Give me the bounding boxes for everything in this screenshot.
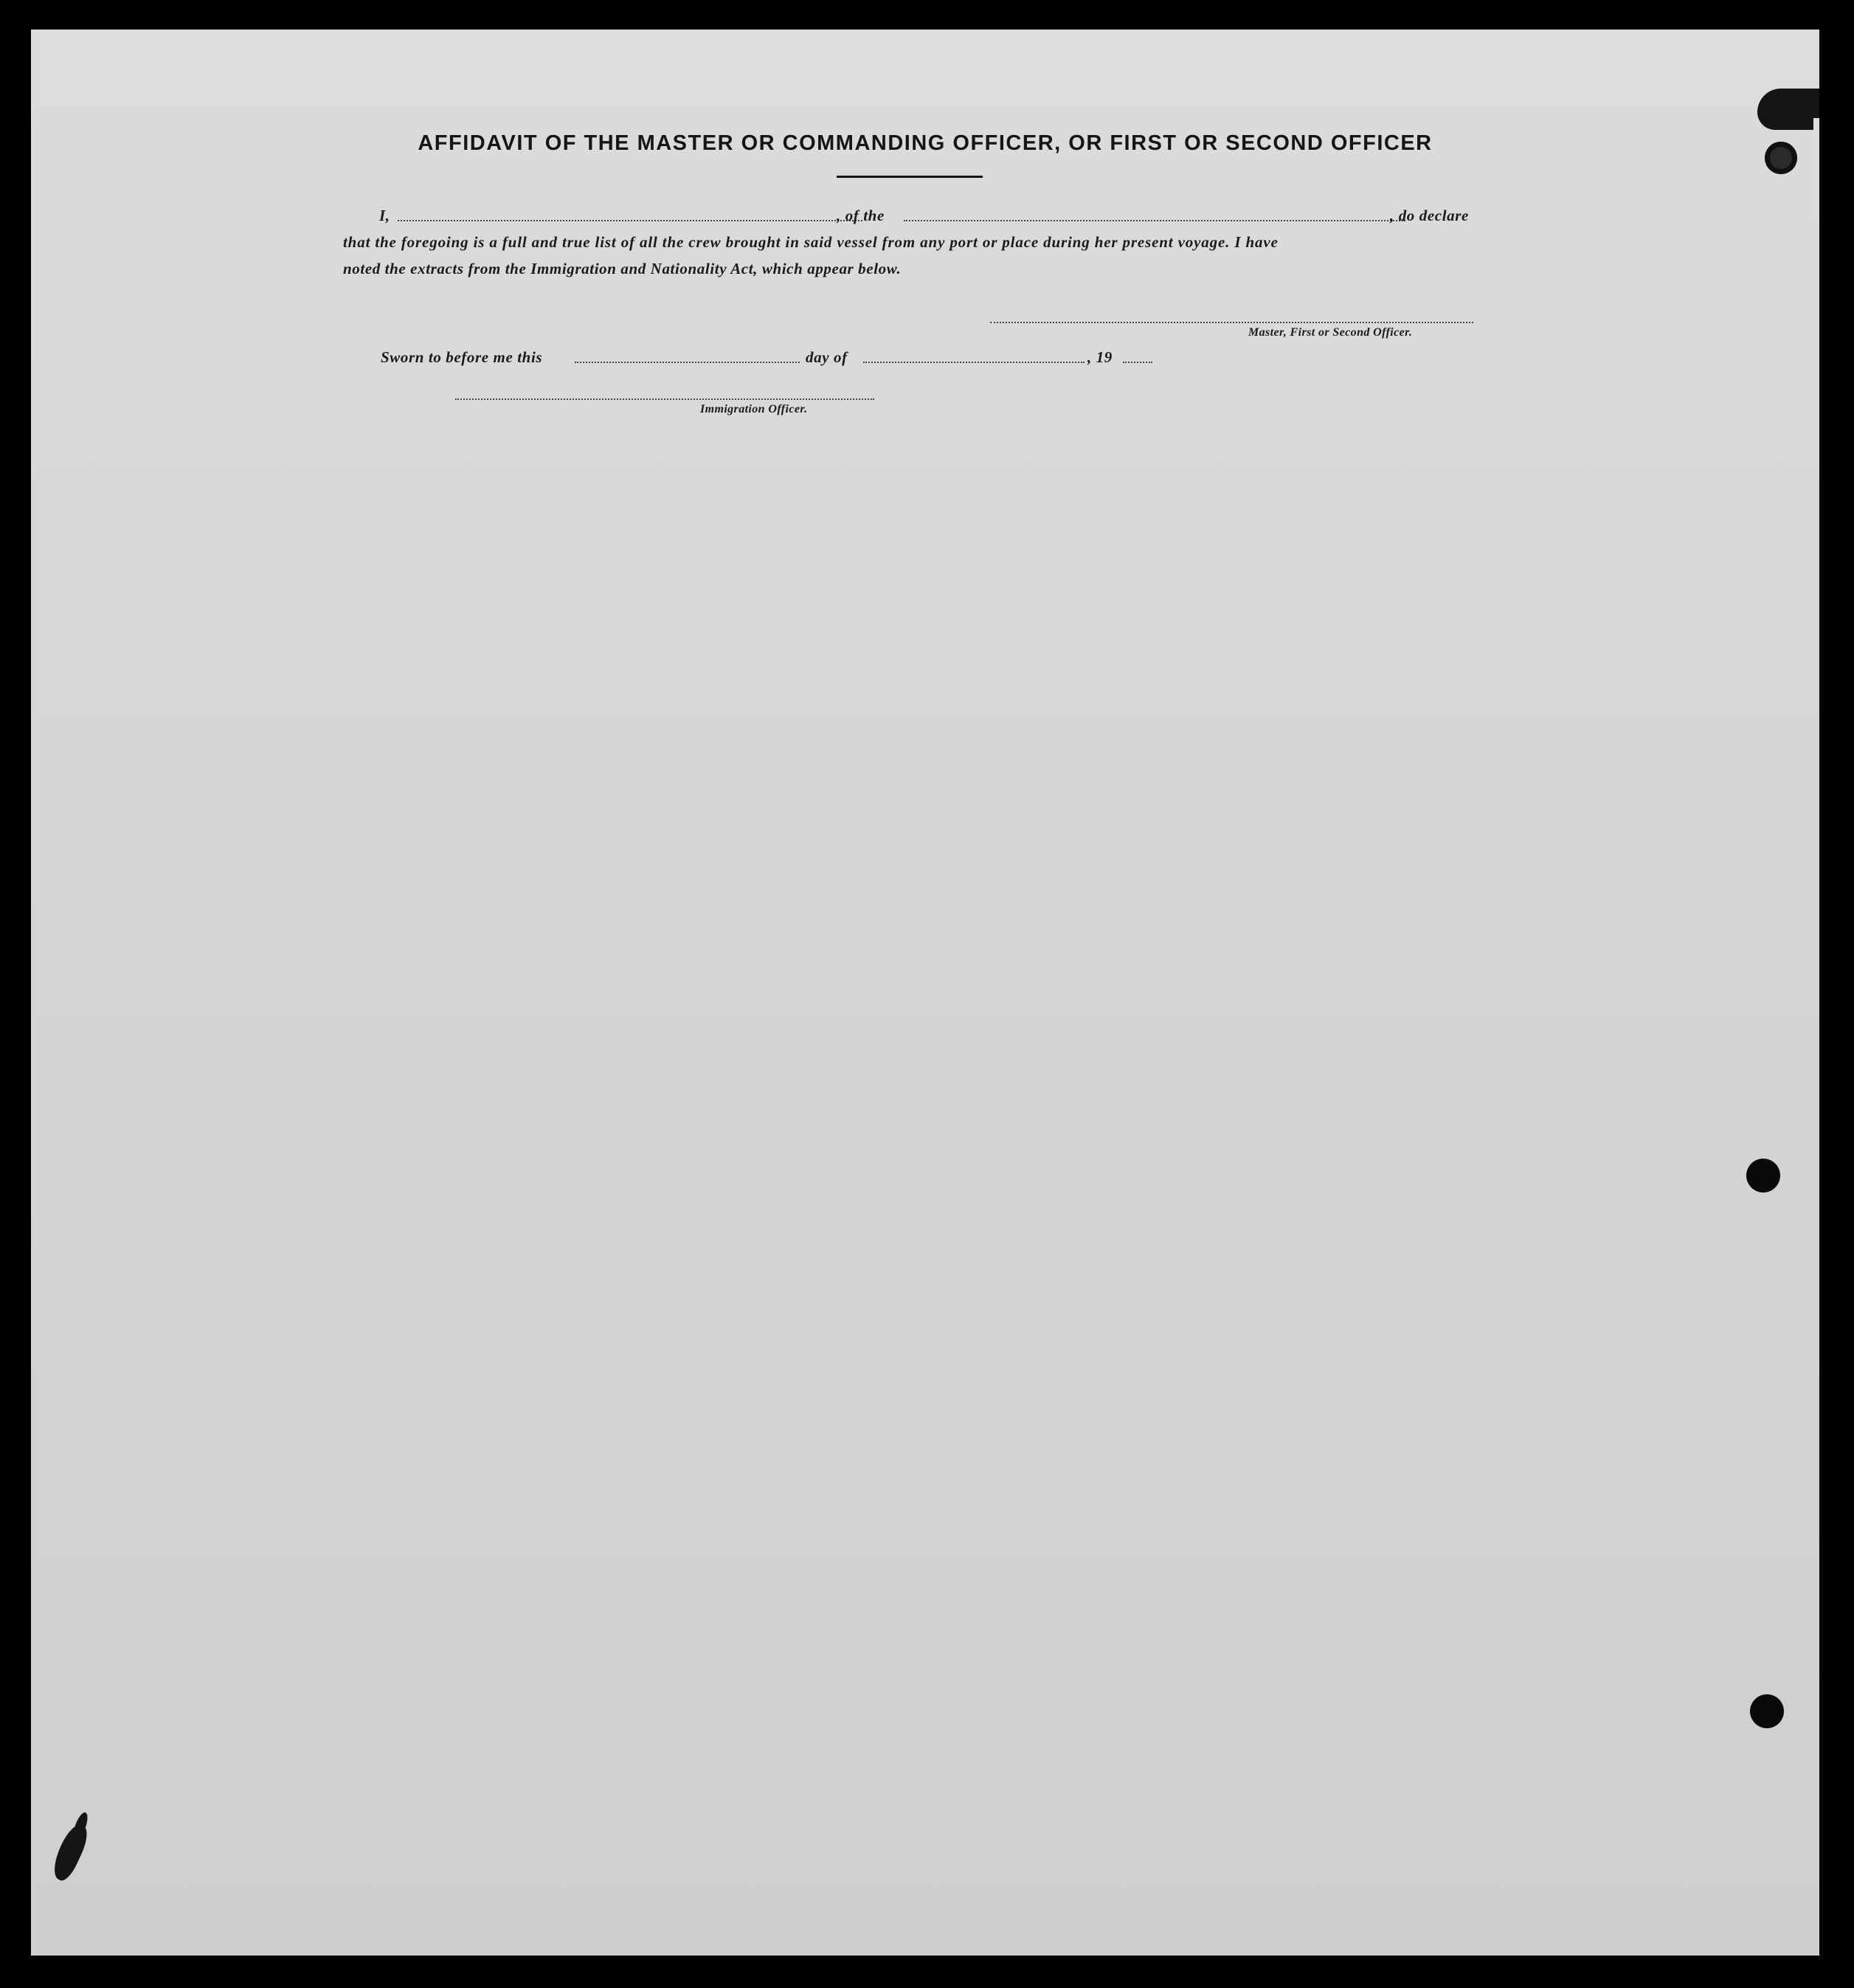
sworn-month-blank xyxy=(863,362,1085,363)
declaration-of-the-label: , of the xyxy=(837,207,885,224)
punch-hole-top xyxy=(1765,142,1797,174)
edge-tab xyxy=(1813,118,1819,221)
vessel-blank xyxy=(904,220,1405,221)
officer-signature-blank xyxy=(455,398,874,400)
edge-notch xyxy=(1757,89,1819,130)
name-blank xyxy=(398,220,862,221)
signature-blank xyxy=(990,322,1473,323)
affidavit-title: AFFIDAVIT OF THE MASTER OR COMMANDING OFFICER, OR FIRST OR SECOND OFFICER xyxy=(418,131,1433,155)
declaration-i-label: I, xyxy=(379,207,390,224)
sworn-year-blank xyxy=(1123,362,1152,363)
signature-caption: Master, First or Second Officer. xyxy=(1248,326,1413,339)
declaration-line-3: noted the extracts from the Immigration and Nationality Act, which appear below. xyxy=(343,260,902,277)
sworn-label: Sworn to before me this xyxy=(381,348,543,366)
punch-hole-middle xyxy=(1746,1159,1780,1193)
sworn-day-blank xyxy=(575,362,800,363)
title-underline xyxy=(837,176,983,178)
declaration-do-declare-label: , do declare xyxy=(1390,207,1469,224)
declaration-line-2: that the foregoing is a full and true list of all the crew brought in said vessel from any port or place during her present voyage. I have xyxy=(343,233,1279,251)
day-of-label: day of xyxy=(806,348,848,366)
punch-hole-bottom xyxy=(1750,1694,1784,1728)
year-label: , 19 xyxy=(1087,348,1113,366)
document-sheet xyxy=(31,30,1819,1956)
officer-caption: Immigration Officer. xyxy=(700,403,808,415)
ink-smudge xyxy=(48,1820,93,1883)
